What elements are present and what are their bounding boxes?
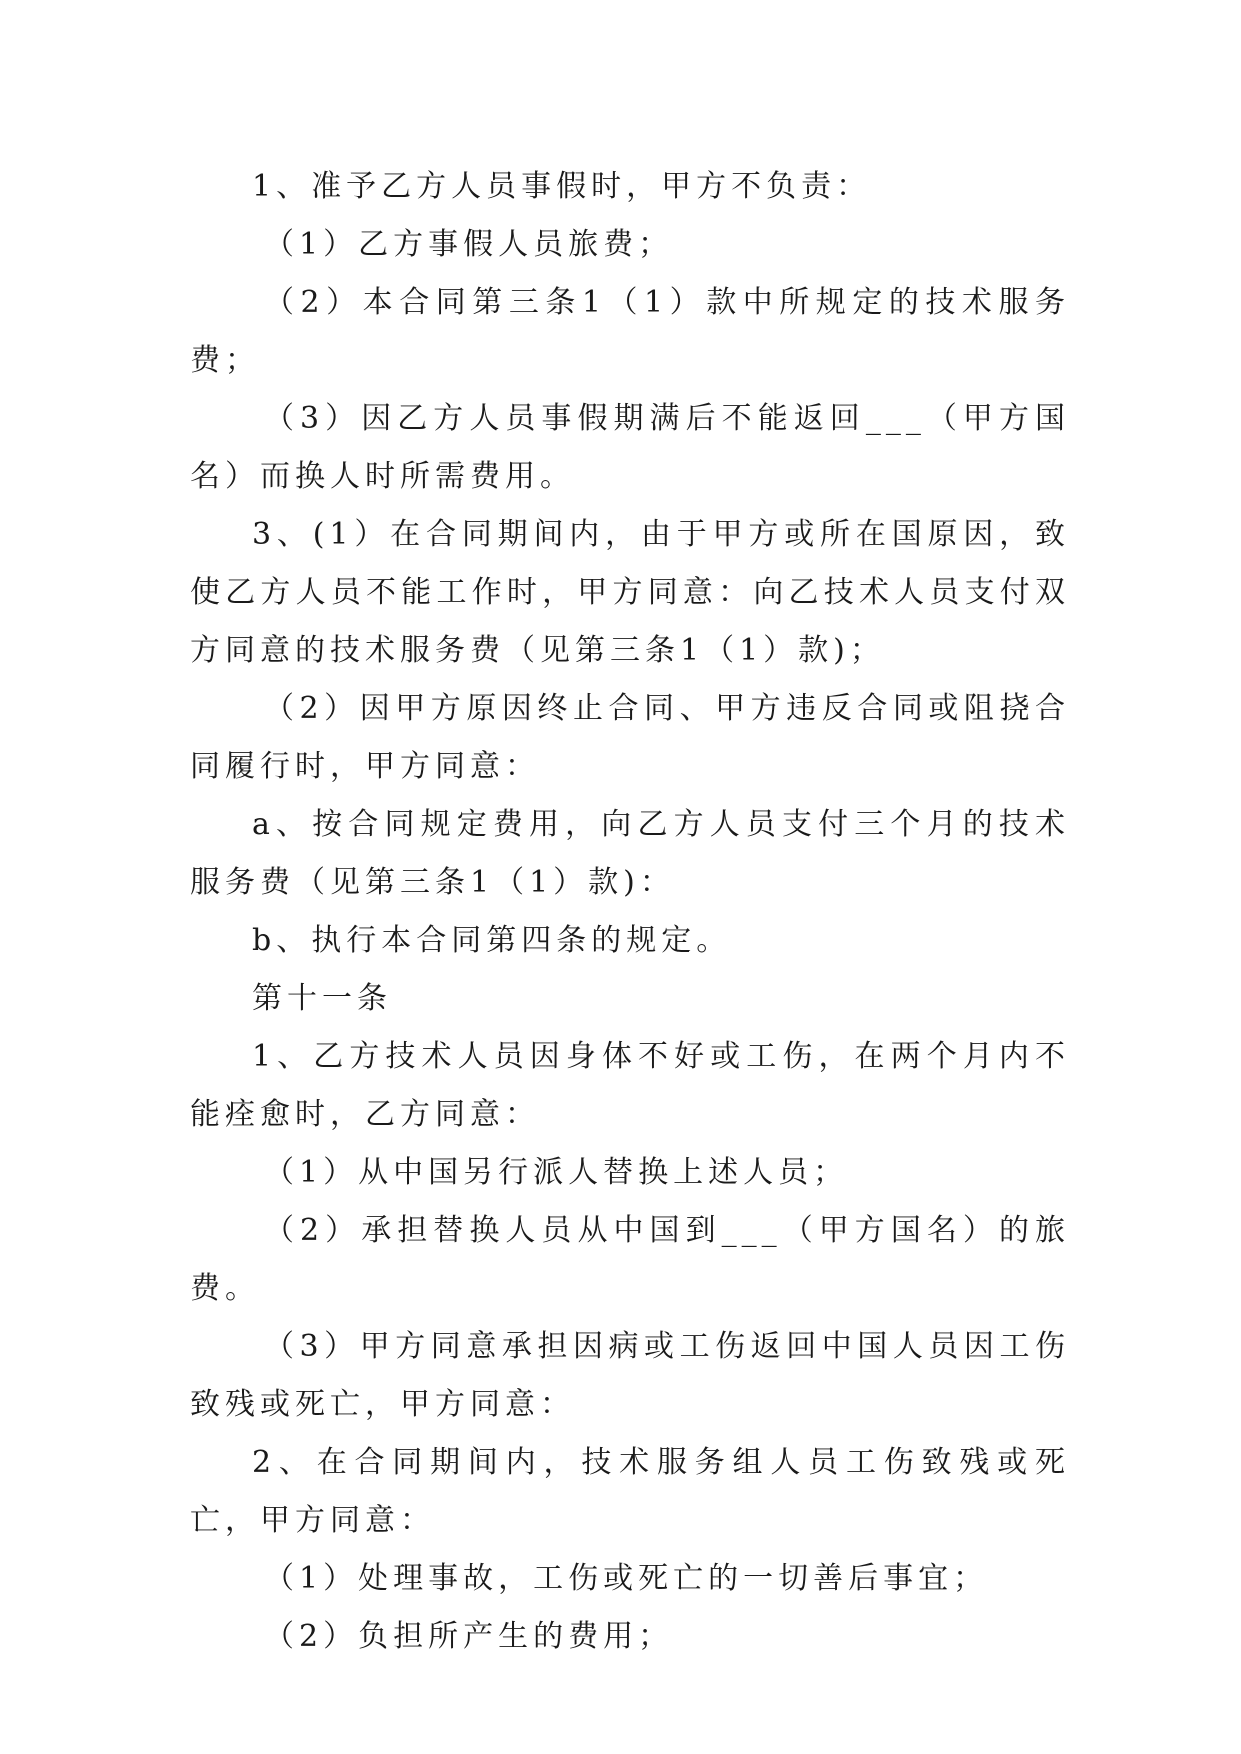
paragraph: （1）处理事故，工伤或死亡的一切善后事宜； xyxy=(264,1561,989,1596)
paragraph: （1）从中国另行派人替换上述人员； xyxy=(264,1155,849,1190)
section-heading: 第十一条 xyxy=(252,981,392,1016)
paragraph: （2）因甲方原因终止合同、甲方违反合同或阻挠合同履行时，甲方同意： xyxy=(190,691,1070,784)
document-body xyxy=(190,158,1070,1666)
paragraph: b、执行本合同第四条的规定。 xyxy=(252,923,732,958)
paragraph: （1）乙方事假人员旅费； xyxy=(264,227,674,262)
paragraph: 3、(1）在合同期间内，由于甲方或所在国原因，致使乙方人员不能工作时，甲方同意：向乙技术人员支付双方同意的技术服务费（见第三条1（1）款)； xyxy=(190,517,1070,668)
paragraph: 1、乙方技术人员因身体不好或工伤，在两个月内不能痊愈时，乙方同意： xyxy=(190,1039,1070,1132)
paragraph: 1、准予乙方人员事假时，甲方不负责： xyxy=(252,169,872,204)
paragraph: （3）甲方同意承担因病或工伤返回中国人员因工伤致残或死亡，甲方同意： xyxy=(190,1329,1070,1422)
paragraph: （3）因乙方人员事假期满后不能返回___（甲方国名）而换人时所需费用。 xyxy=(190,401,1070,494)
paragraph: （2）承担替换人员从中国到___（甲方国名）的旅费。 xyxy=(190,1213,1070,1306)
paragraph: a、按合同规定费用，向乙方人员支付三个月的技术服务费（见第三条1（1）款)： xyxy=(190,807,1070,900)
paragraph: （2）本合同第三条1（1）款中所规定的技术服务费； xyxy=(190,285,1070,378)
paragraph: 2、在合同期间内，技术服务组人员工伤致残或死亡，甲方同意： xyxy=(190,1445,1070,1538)
paragraph: （2）负担所产生的费用； xyxy=(264,1619,674,1654)
